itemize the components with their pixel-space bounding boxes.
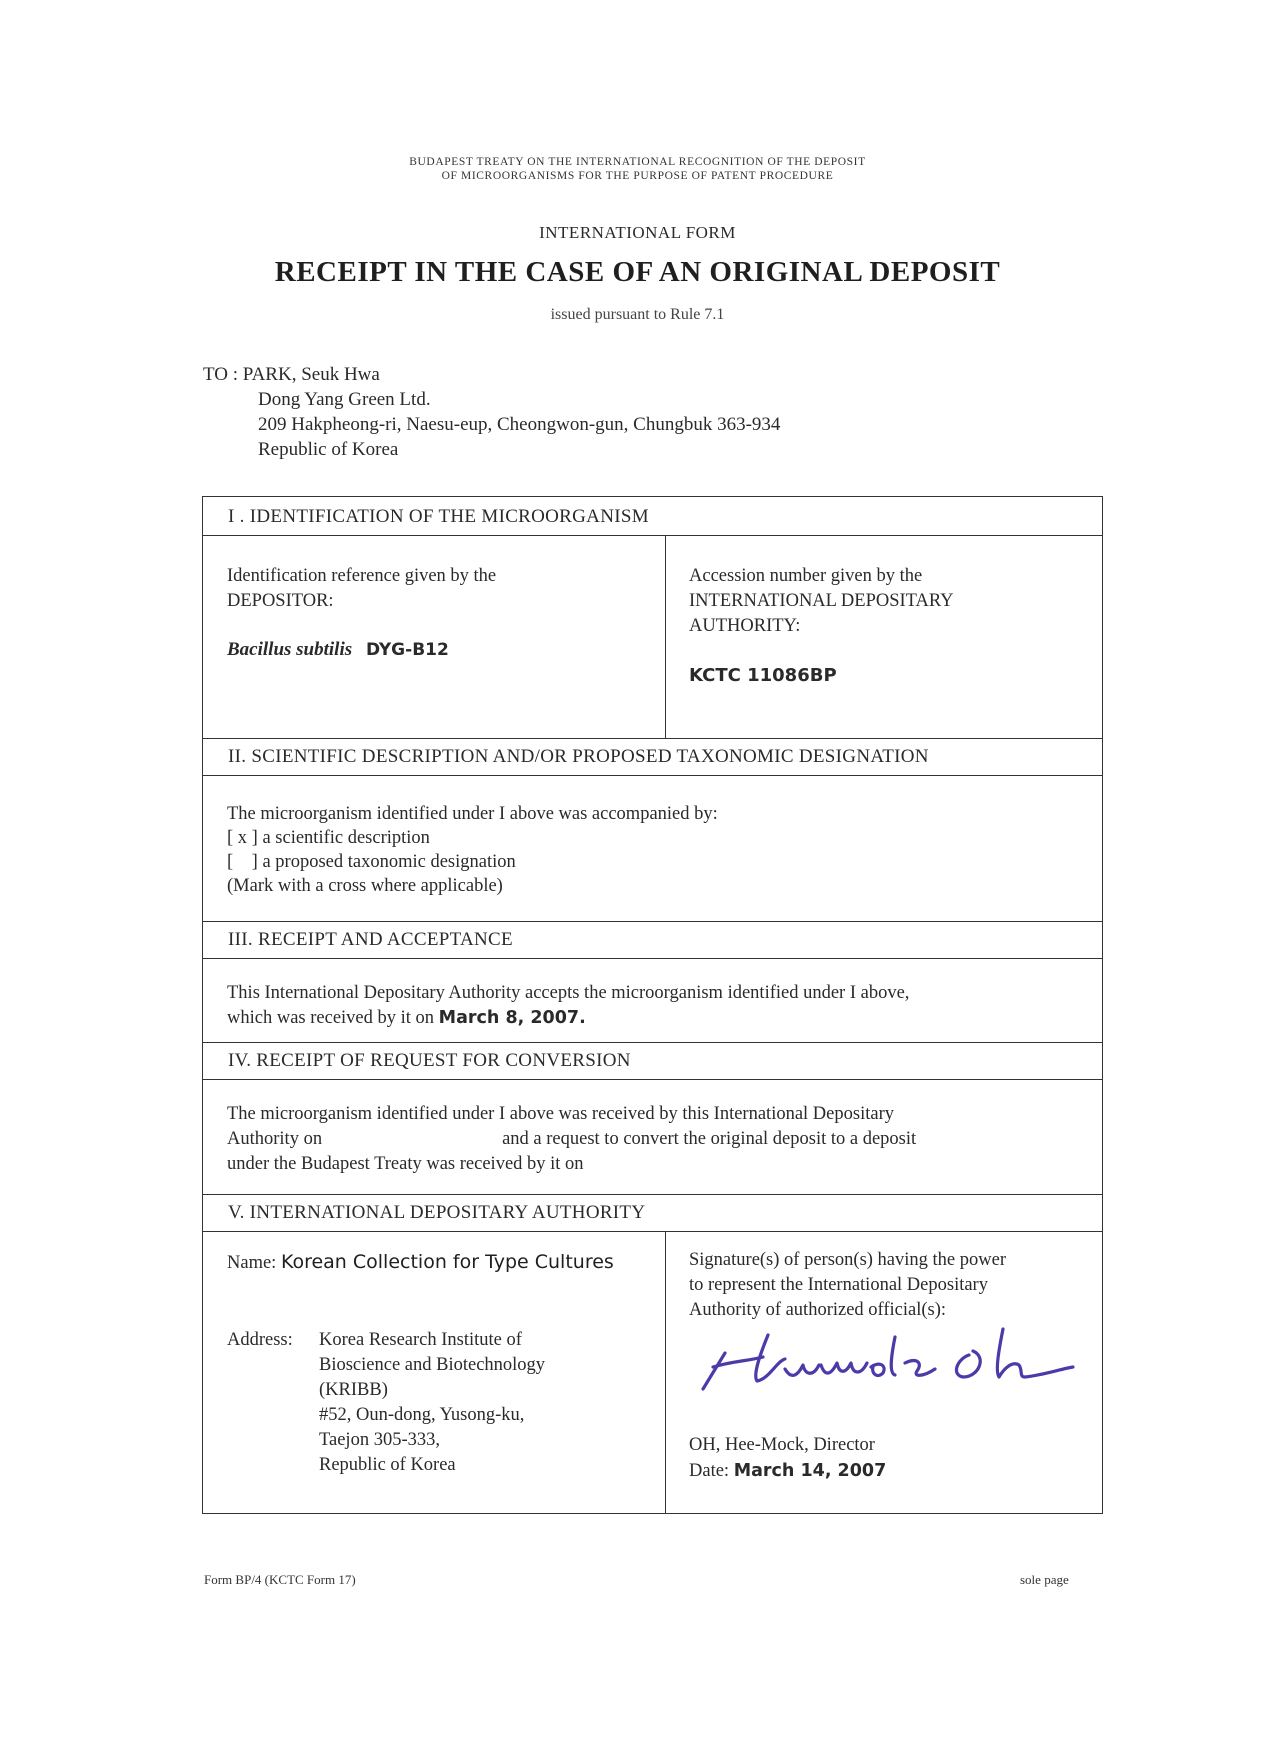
divider: [203, 1231, 1102, 1232]
checkbox-empty: [ ]: [227, 852, 258, 872]
handwritten-signature: [673, 1317, 1093, 1407]
signatory-block: [689, 1432, 886, 1484]
accession-label-line-1: Accession number given by the: [689, 566, 923, 586]
depositor-reference-label: [227, 564, 647, 614]
form-number: Form BP/4 (KCTC Form 17): [204, 1572, 356, 1587]
accession-number: KCTC 11086BP: [689, 665, 837, 686]
section-4-line-2: [227, 1127, 1097, 1152]
option-taxonomic-designation: [227, 850, 1087, 874]
address-line: Republic of Korea: [319, 1455, 456, 1475]
recipient-company: Dong Yang Green Ltd.: [258, 389, 431, 410]
section-3-heading: III. RECEIPT AND ACCEPTANCE: [228, 929, 513, 950]
organism-species: Bacillus subtilis: [227, 639, 353, 660]
signatory-name: OH, Hee-Mock, Director: [689, 1435, 875, 1455]
page-note: sole page: [1020, 1572, 1069, 1587]
section-4-authority-on: Authority on: [227, 1129, 323, 1149]
divider: [203, 1194, 1102, 1195]
section-3-line-2: [227, 1006, 1097, 1031]
section-3-line-1: This International Depositary Authority accepts the microorganism identified under I above,: [227, 983, 910, 1003]
document-subtitle: issued pursuant to Rule 7.1: [550, 306, 725, 323]
issue-date-line: [689, 1458, 886, 1484]
recipient-street: 209 Hakpheong-ri, Naesu-eup, Cheongwon-gun, Chungbuk 363-934: [258, 414, 781, 435]
section-2-note: (Mark with a cross where applicable): [227, 876, 503, 896]
signature-label: [689, 1248, 1006, 1323]
accession-label-line-2: INTERNATIONAL DEPOSITARY: [689, 591, 954, 611]
divider: [203, 775, 1102, 776]
section-2-intro: The microorganism identified under I above was accompanied by:: [227, 804, 718, 824]
document-title: RECEIPT IN THE CASE OF AN ORIGINAL DEPOSIT: [274, 256, 1001, 288]
address-label: Address:: [227, 1330, 293, 1350]
section-5-heading: V. INTERNATIONAL DEPOSITARY AUTHORITY: [228, 1202, 646, 1223]
form-table: [202, 496, 1103, 1514]
column-divider: [665, 535, 666, 738]
section-3-body: [227, 981, 1097, 1031]
section-2-body: [227, 802, 1087, 898]
accession-label: [689, 564, 1099, 639]
accession-label-line-3: AUTHORITY:: [689, 616, 801, 636]
signature-label-line-2: to represent the International Depositary: [689, 1275, 988, 1295]
section-4-line-3: under the Budapest Treaty was received by it on: [227, 1154, 584, 1174]
form-type: INTERNATIONAL FORM: [539, 223, 736, 242]
issue-date: March 14, 2007: [733, 1461, 887, 1481]
divider: [203, 1042, 1102, 1043]
signature-label-line-1: Signature(s) of person(s) having the power: [689, 1250, 1006, 1270]
divider: [203, 535, 1102, 536]
address-line: Korea Research Institute of: [319, 1330, 522, 1350]
option-1-label: a scientific description: [262, 828, 430, 848]
section-4-request-text: and a request to convert the original deposit to a deposit: [502, 1129, 917, 1149]
address-line: Taejon 305-333,: [319, 1430, 440, 1450]
depositor-label-line-1: Identification reference given by the: [227, 566, 497, 586]
divider: [203, 738, 1102, 739]
treaty-header: [0, 155, 1275, 183]
section-2-heading: II. SCIENTIFIC DESCRIPTION AND/OR PROPOSED TAXONOMIC DESIGNATION: [228, 746, 929, 767]
recipient-country: Republic of Korea: [258, 439, 399, 460]
option-scientific-description: [227, 826, 1087, 850]
column-divider: [665, 1231, 666, 1514]
option-2-label: a proposed taxonomic designation: [262, 852, 516, 872]
authority-name: [227, 1250, 614, 1276]
to-prefix: TO :: [203, 364, 243, 385]
name-label: Name:: [227, 1253, 277, 1273]
section-4-line-1: The microorganism identified under I above was received by this International Depositary: [227, 1104, 894, 1124]
treaty-line-1: BUDAPEST TREATY ON THE INTERNATIONAL RECOGNITION OF THE DEPOSIT: [409, 156, 866, 168]
section-3-received-text: which was received by it on: [227, 1008, 435, 1028]
divider: [203, 958, 1102, 959]
section-4-heading: IV. RECEIPT OF REQUEST FOR CONVERSION: [228, 1050, 631, 1071]
address-line: Bioscience and Biotechnology: [319, 1355, 546, 1375]
date-label: Date:: [689, 1461, 730, 1481]
section-1-heading: I . IDENTIFICATION OF THE MICROORGANISM: [228, 506, 649, 527]
section-4-body: [227, 1102, 1097, 1177]
authority-name-value: Korean Collection for Type Cultures: [280, 1251, 614, 1273]
organism-strain: DYG-B12: [366, 640, 449, 660]
recipient-name: PARK, Seuk Hwa: [242, 364, 380, 385]
authority-address: [319, 1328, 545, 1478]
depositor-label-line-2: DEPOSITOR:: [227, 591, 334, 611]
address-line: (KRIBB): [319, 1380, 388, 1400]
divider: [203, 1079, 1102, 1080]
treaty-line-2: OF MICROORGANISMS FOR THE PURPOSE OF PATENT PROCEDURE: [441, 170, 834, 182]
recipient-block: [203, 362, 780, 462]
signature-label-line-3: Authority of authorized official(s):: [689, 1300, 947, 1320]
checkbox-checked: [ x ]: [227, 828, 258, 848]
organism-identification: [227, 637, 449, 663]
receipt-date: March 8, 2007.: [438, 1008, 586, 1028]
divider: [203, 921, 1102, 922]
address-line: #52, Oun-dong, Yusong-ku,: [319, 1405, 525, 1425]
